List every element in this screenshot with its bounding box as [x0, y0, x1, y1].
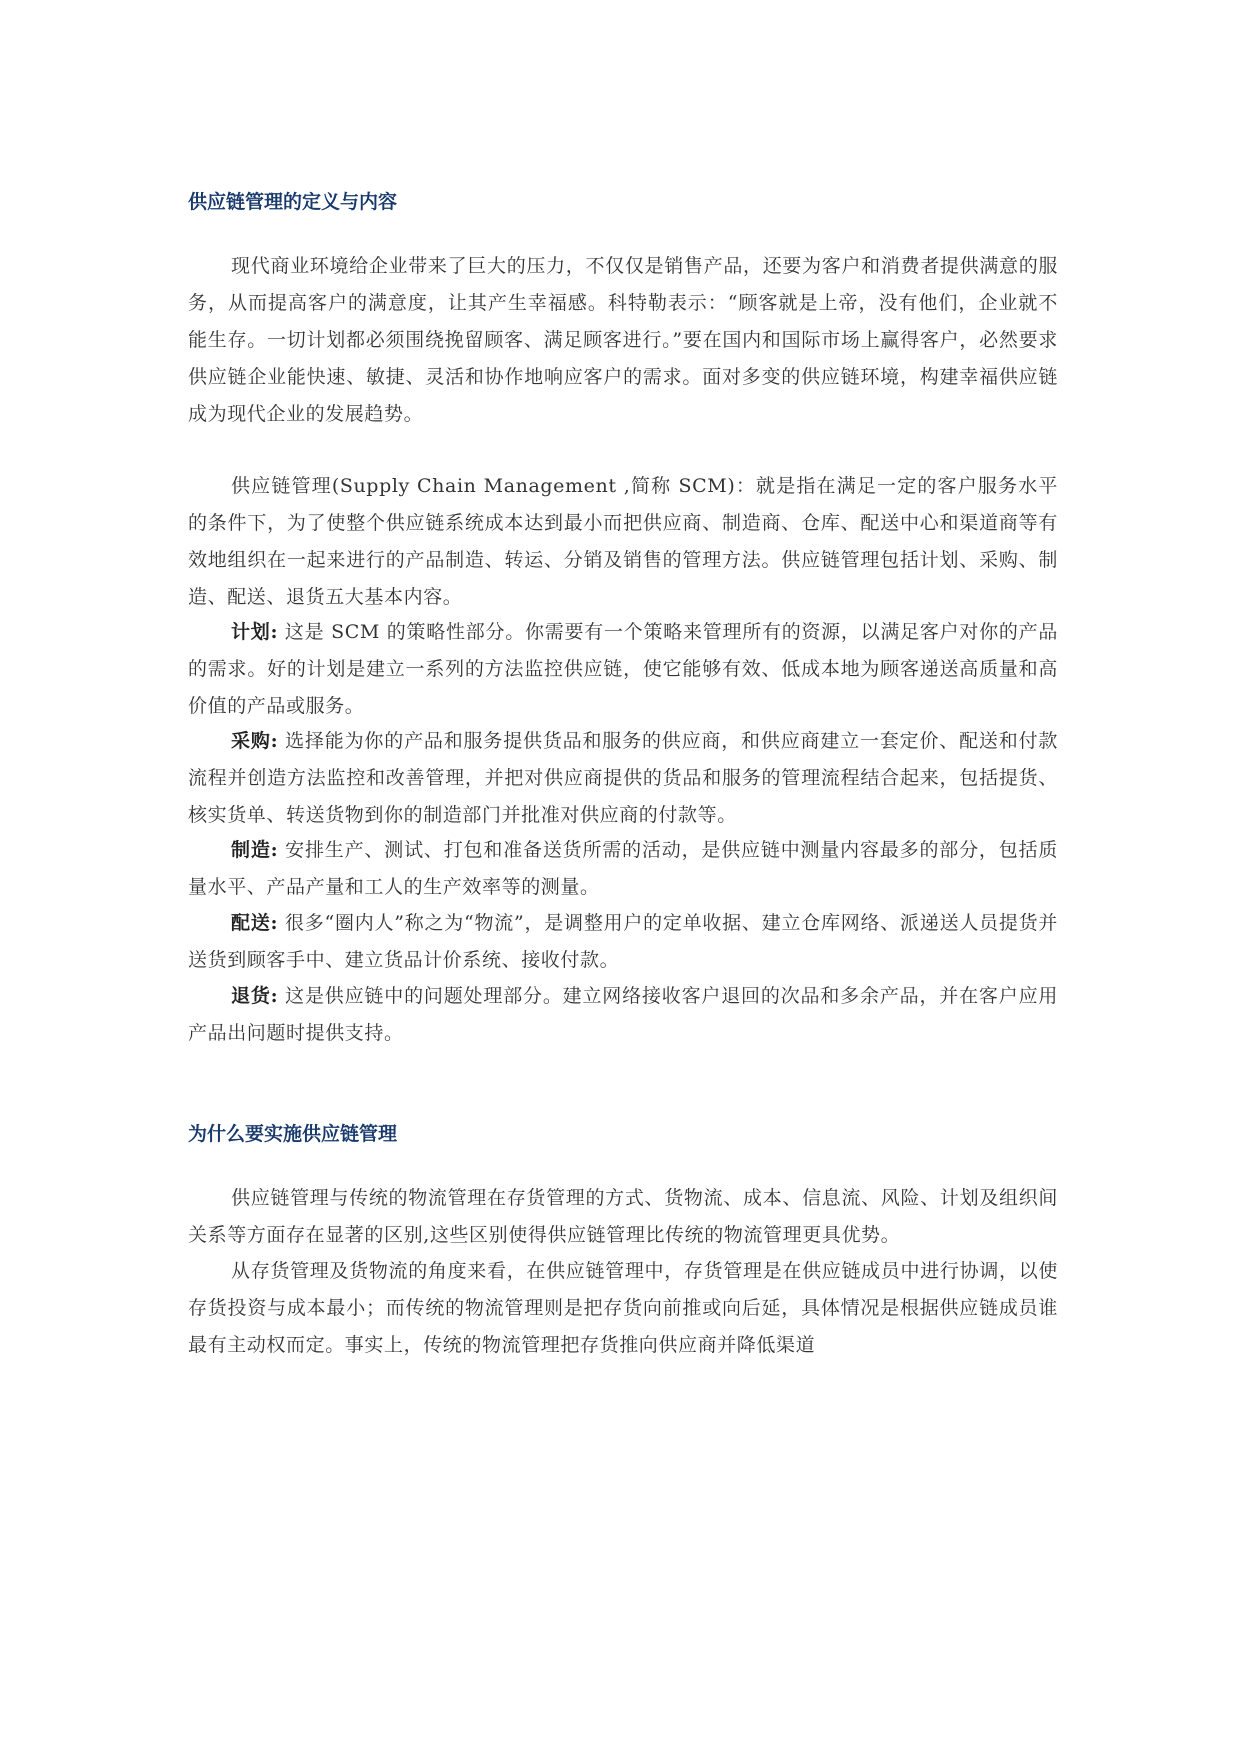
term-return: 退货: [231, 985, 279, 1007]
paragraph-intro: 现代商业环境给企业带来了巨大的压力，不仅仅是销售产品，还要为客户和消费者提供满意的服务，从而提高客户的满意度，让其产生幸福感。科特勒表示：“顾客就是上帝，没有他们，企业就不能生存。一切计划都必须围绕挽留顾客、满足顾客进行。”要在国内和国际市场上赢得客户，必然要求供应链企业能快速、敏捷、灵活和协作地响应客户的需求。面对多变的供应链环境，构建幸福供应链成为现代企业的发展趋势。 [188, 255, 1058, 425]
paragraph-make [188, 832, 1058, 906]
paragraph-inventory-management: 从存货管理及货物流的角度来看，在供应链管理中，存货管理是在供应链成员中进行协调，以使存货投资与成本最小；而传统的物流管理则是把存货向前推或向后延，具体情况是根据供应链成员谁最有主动权而定。事实上，传统的物流管理把存货推向供应商并降低渠道 [188, 1260, 1058, 1356]
paragraph-scm-definition: 供应链管理(Supply Chain Management ,简称 SCM)：就是指在满足一定的客户服务水平的条件下，为了使整个供应链系统成本达到最小而把供应商、制造商、仓库、配送中心和渠道商等有效地组织在一起来进行的产品制造、转运、分销及销售的管理方法。供应链管理包括计划、采购、制造、配送、退货五大基本内容。 [188, 475, 1058, 608]
text-return: 这是供应链中的问题处理部分。建立网络接收客户退回的次品和多余产品，并在客户应用产品出问题时提供支持。 [188, 985, 1058, 1044]
text-source: 选择能为你的产品和服务提供货品和服务的供应商，和供应商建立一套定价、配送和付款流程并创造方法监控和改善管理，并把对供应商提供的货品和服务的管理流程结合起来，包括提货、核实货单、转送货物到你的制造部门并批准对供应商的付款等。 [188, 730, 1058, 826]
term-deliver: 配送: [231, 912, 279, 934]
term-plan: 计划: [231, 621, 279, 643]
text-plan: 这是 SCM 的策略性部分。你需要有一个策略来管理所有的资源，以满足客户对你的产品的需求。好的计划是建立一系列的方法监控供应链，使它能够有效、低成本地为顾客递送高质量和高价值的产品或服务。 [188, 621, 1058, 717]
term-source: 采购: [231, 730, 279, 752]
paragraph-plan [188, 614, 1058, 725]
paragraph-deliver [188, 905, 1058, 979]
text-make: 安排生产、测试、打包和准备送货所需的活动，是供应链中测量内容最多的部分，包括质量水平、产品产量和工人的生产效率等的测量。 [188, 839, 1058, 898]
section-heading-scm-definition: 供应链管理的定义与内容 [188, 191, 398, 213]
paragraph-scm-vs-logistics: 供应链管理与传统的物流管理在存货管理的方式、货物流、成本、信息流、风险、计划及组织间关系等方面存在显著的区别,这些区别使得供应链管理比传统的物流管理更具优势。 [188, 1187, 1058, 1246]
paragraph-source [188, 723, 1058, 834]
term-make: 制造: [231, 839, 279, 861]
paragraph-return [188, 978, 1058, 1052]
section-heading-why-scm: 为什么要实施供应链管理 [188, 1123, 398, 1145]
text-deliver: 很多“圈内人”称之为“物流”，是调整用户的定单收据、建立仓库网络、派递送人员提货并送货到顾客手中、建立货品计价系统、接收付款。 [188, 912, 1058, 971]
